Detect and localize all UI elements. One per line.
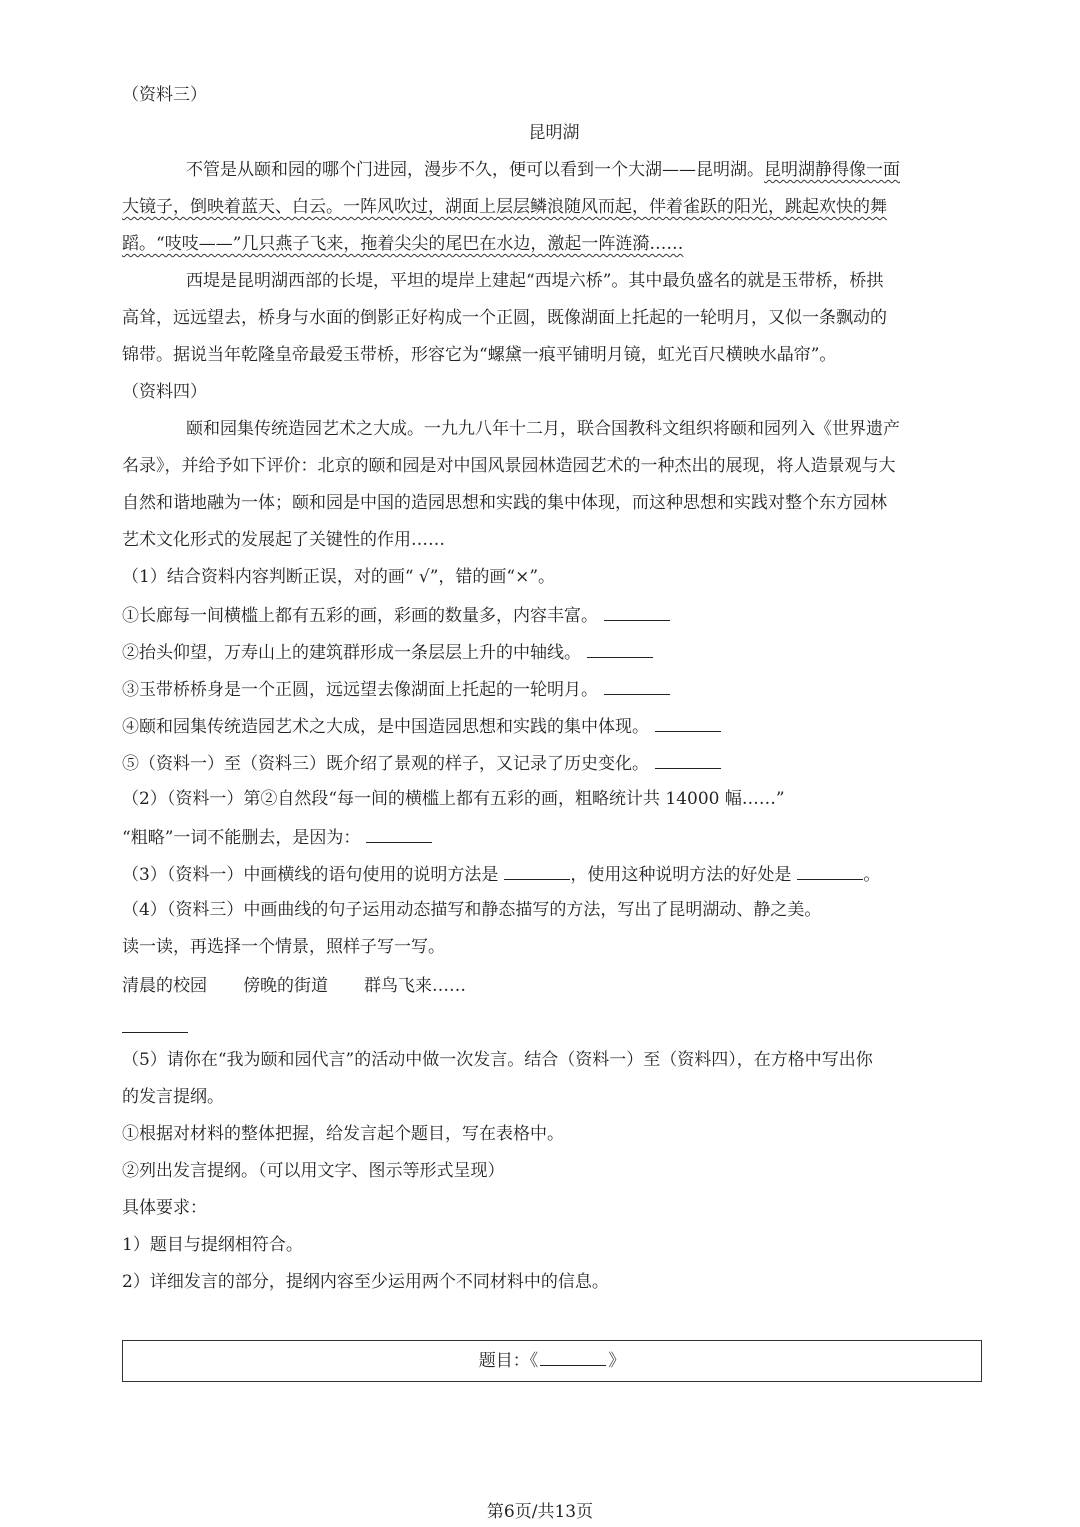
question-1-item-3 xyxy=(122,676,986,702)
item-text: ②抬头仰望，万寿山上的建筑群形成一条层层上升的中轴线。 xyxy=(122,643,581,663)
answer-blank[interactable] xyxy=(366,824,432,843)
question-4-line2: 读一读，再选择一个情景，照样子写一写。 xyxy=(122,937,445,957)
answer-blank[interactable] xyxy=(655,713,721,732)
question-2-line2 xyxy=(122,824,986,850)
answer-blank[interactable] xyxy=(587,639,653,658)
material4-line3: 自然和谐地融为一体；颐和园是中国的造园思想和实践的集中体现，而这种思想和实践对整个东方园林 xyxy=(122,493,887,513)
question-4-line1: （4）（资料三）中画曲线的句子运用动态描写和静态描写的方法，写出了昆明湖动、静之美。 xyxy=(122,900,822,920)
q2-text: “粗略”一词不能删去，是因为： xyxy=(122,828,361,848)
question-5-item2: ②列出发言提纲。（可以用文字、图示等形式呈现） xyxy=(122,1161,505,1181)
question-4-scenes xyxy=(122,974,986,998)
q3-text-1: （3）（资料一）中画横线的语句使用的说明方法是 xyxy=(122,865,499,885)
question-5-line2: 的发言提纲。 xyxy=(122,1087,224,1107)
answer-blank[interactable] xyxy=(797,861,863,880)
material4-label: （资料四） xyxy=(122,382,207,402)
material4-line2: 名录》，并给予如下评价：北京的颐和园是对中国风景园林造园艺术的一种杰出的展现，将人造景观与大 xyxy=(122,456,896,476)
material3-p1-line1 xyxy=(186,158,986,182)
item-text: ①长廊每一间横槛上都有五彩的画，彩画的数量多，内容丰富。 xyxy=(122,606,598,626)
material4-line1: 颐和园集传统造园艺术之大成。一九九八年十二月，联合国教科文组织将颐和园列入《世界遗产 xyxy=(186,419,900,439)
question-1: （1）结合资料内容判断正误，对的画“ √”，错的画“×”。 xyxy=(122,567,556,587)
answer-blank[interactable] xyxy=(604,602,670,621)
answer-blank[interactable] xyxy=(122,1032,188,1033)
question-1-item-2 xyxy=(122,639,986,665)
answer-box xyxy=(122,1340,982,1382)
question-3 xyxy=(122,861,986,887)
requirement-1: 1）题目与提纲相符合。 xyxy=(122,1235,303,1255)
p1-plain-text: 不管是从颐和园的哪个门进园，漫步不久，便可以看到一个大湖——昆明湖。 xyxy=(186,160,764,180)
material4-line4: 艺术文化形式的发展起了关键性的作用…… xyxy=(122,530,445,550)
material3-p1-line2 xyxy=(122,195,986,219)
question-2-line1: （2）（资料一）第②自然段“每一间的横槛上都有五彩的画，粗略统计共 14000 幅……” xyxy=(122,789,785,809)
material3-title: 昆明湖 xyxy=(528,123,580,143)
material3-p2-line2: 高耸，远远望去，桥身与水面的倒影正好构成一个正圆，既像湖面上托起的一轮明月，又似一条飘动的 xyxy=(122,308,887,328)
answer-blank[interactable] xyxy=(504,861,570,880)
q3-text-3: 。 xyxy=(863,865,881,885)
page-number: 第6页/共13页 xyxy=(486,1502,594,1522)
question-1-item-4 xyxy=(122,713,986,739)
scene-option: 群鸟飞来…… xyxy=(364,976,466,996)
p1-wavy-text-2: 大镜子，倒映着蓝天、白云。一阵风吹过，湖面上层层鳞浪随风而起，伴着雀跃的阳光，跳起欢快的舞 xyxy=(122,197,887,217)
p1-wavy-text-3: 蹈。“吱吱——”几只燕子飞来，拖着尖尖的尾巴在水边，激起一阵涟漪…… xyxy=(122,234,684,254)
requirement-2: 2）详细发言的部分，提纲内容至少运用两个不同材料中的信息。 xyxy=(122,1272,609,1292)
q3-text-2: ，使用这种说明方法的好处是 xyxy=(570,865,792,885)
p1-wavy-text: 昆明湖静得像一面 xyxy=(764,160,900,180)
answer-blank[interactable] xyxy=(604,676,670,695)
item-text: ④颐和园集传统造园艺术之大成，是中国造园思想和实践的集中体现。 xyxy=(122,717,649,737)
answer-blank[interactable] xyxy=(655,750,721,769)
material3-p2-line1: 西堤是昆明湖西部的长堤，平坦的堤岸上建起“西堤六桥”。其中最负盛名的就是玉带桥，桥拱 xyxy=(186,271,884,291)
requirements-title: 具体要求： xyxy=(122,1198,207,1218)
scene-option: 清晨的校园 xyxy=(122,976,207,996)
question-5-item1: ①根据对材料的整体把握，给发言起个题目，写在表格中。 xyxy=(122,1124,564,1144)
material3-p1-line3 xyxy=(122,232,986,256)
question-5-line1: （5）请你在“我为颐和园代言”的活动中做一次发言。结合（资料一）至（资料四），在方格中写出你 xyxy=(122,1050,873,1070)
scene-option: 傍晚的街道 xyxy=(243,976,328,996)
material3-p2-line3: 锦带。据说当年乾隆皇帝最爱玉带桥，形容它为“螺黛一痕平铺明月镜，虹光百尺横映水晶帘”。 xyxy=(122,345,837,365)
question-1-item-1 xyxy=(122,602,986,628)
item-text: ③玉带桥桥身是一个正圆，远远望去像湖面上托起的一轮明月。 xyxy=(122,680,598,700)
title-blank[interactable] xyxy=(540,1343,606,1366)
question-1-item-5 xyxy=(122,750,986,776)
title-prefix: 题目：《 xyxy=(478,1351,539,1371)
item-text: ⑤（资料一）至（资料三）既介绍了景观的样子，又记录了历史变化。 xyxy=(122,754,649,774)
material3-label: （资料三） xyxy=(122,85,207,105)
title-suffix: 》 xyxy=(608,1351,626,1371)
